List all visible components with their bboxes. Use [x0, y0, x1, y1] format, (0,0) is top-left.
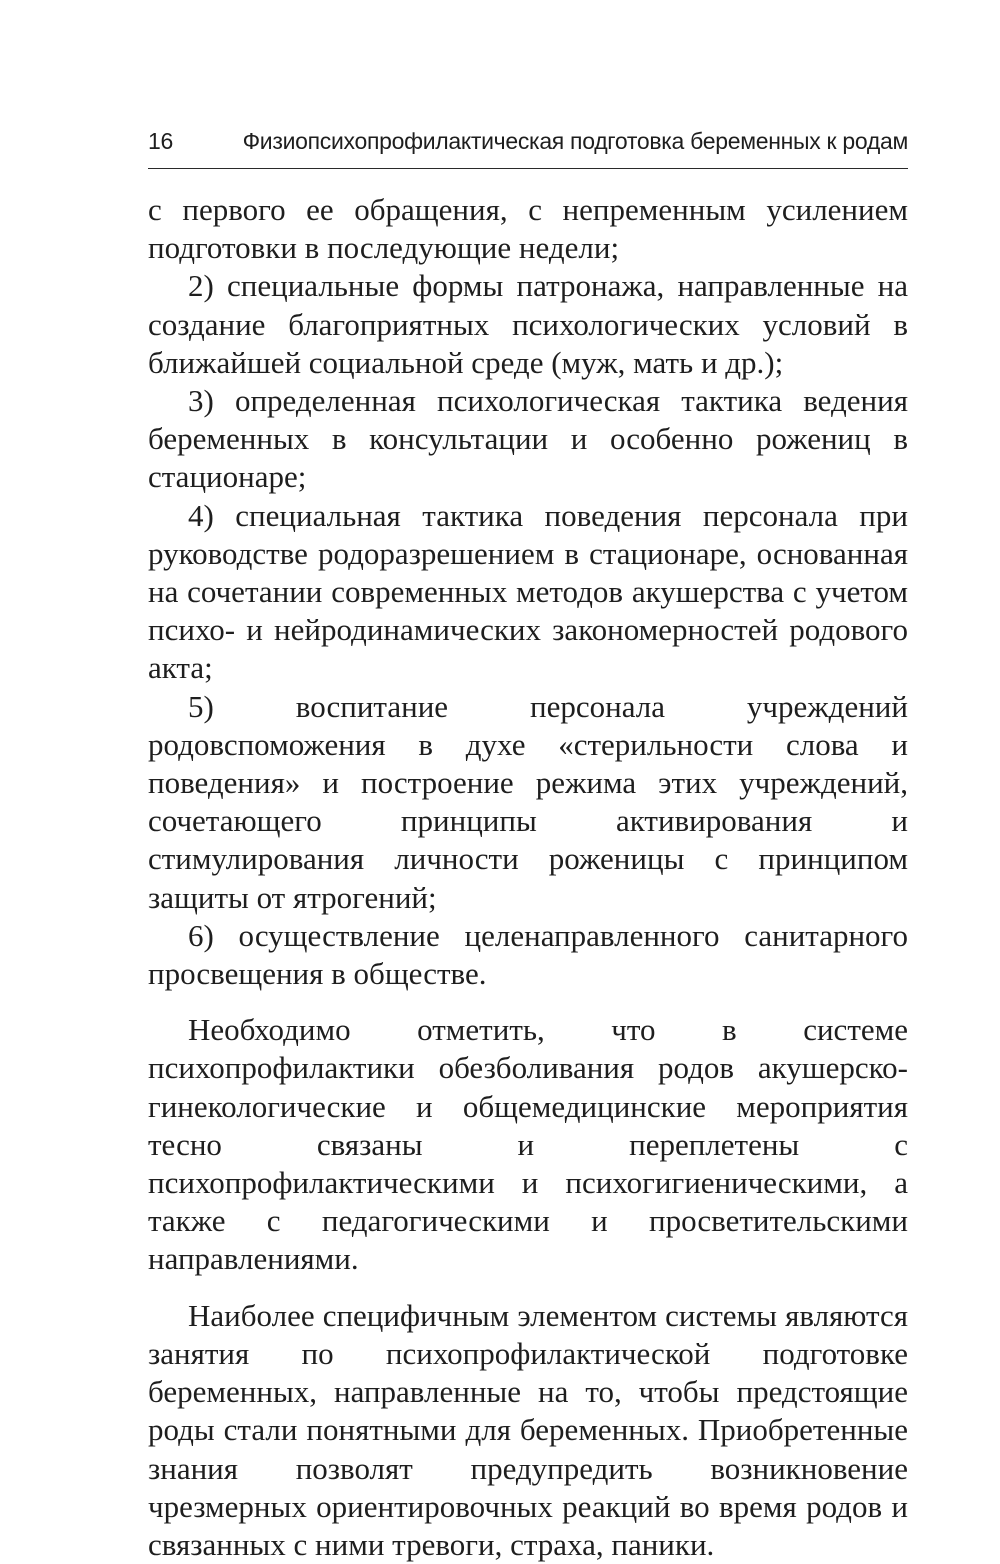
- list-item-6: 6) осуществление целенаправленного санитарного просвещения в обществе.: [148, 917, 908, 992]
- page-number: 16: [148, 128, 173, 154]
- paragraph: Наиболее специфичным элементом системы являются занятия по психопрофилактической подготовке беременных, направленные на то, чтобы предстоящие роды стали понятными для беременных. Приобретенные знания позволят предупредить возникновение чрезмерных ориентировочных реакций во время родов и связанных с ними тревоги, страха, паники.: [148, 1297, 908, 1562]
- body-text: [148, 191, 908, 1564]
- list-item-3: 3) определенная психологическая тактика ведения беременных в консультации и особенно рожениц в стационаре;: [148, 383, 908, 495]
- running-header: [148, 128, 908, 164]
- list-item-2: 2) специальные формы патронажа, направленные на создание благоприятных психологических условий в ближайшей социальной среде (муж, мать и др.);: [148, 268, 908, 380]
- running-title: Физиопсихопрофилактическая подготовка беременных к родам: [242, 128, 908, 154]
- paragraph-continuation: с первого ее обращения, с непременным усилением подготовки в последующие недели;: [148, 192, 908, 266]
- list-item-5: 5) воспитание персонала учреждений родовспоможения в духе «стерильности слова и поведения» и построение режима этих учреждений, сочетающего принципы активирования и стимулирования личности роженицы с принципом защиты от ятрогений;: [148, 688, 908, 915]
- header-rule: [148, 168, 908, 169]
- paragraph: Необходимо отметить, что в системе психопрофилактики обезболивания родов акушерско-гинекологические и общемедицинские мероприятия тесно связаны и переплетены с психопрофилактическими и психогигиеническими, а также с педагогическими и просветительскими направлениями.: [148, 1012, 908, 1277]
- list-item-4: 4) специальная тактика поведения персонала при руководстве родоразрешением в стационаре, основанная на сочетании современных методов акушерства с учетом психо- и нейродинамических закономерностей родового акта;: [148, 497, 908, 686]
